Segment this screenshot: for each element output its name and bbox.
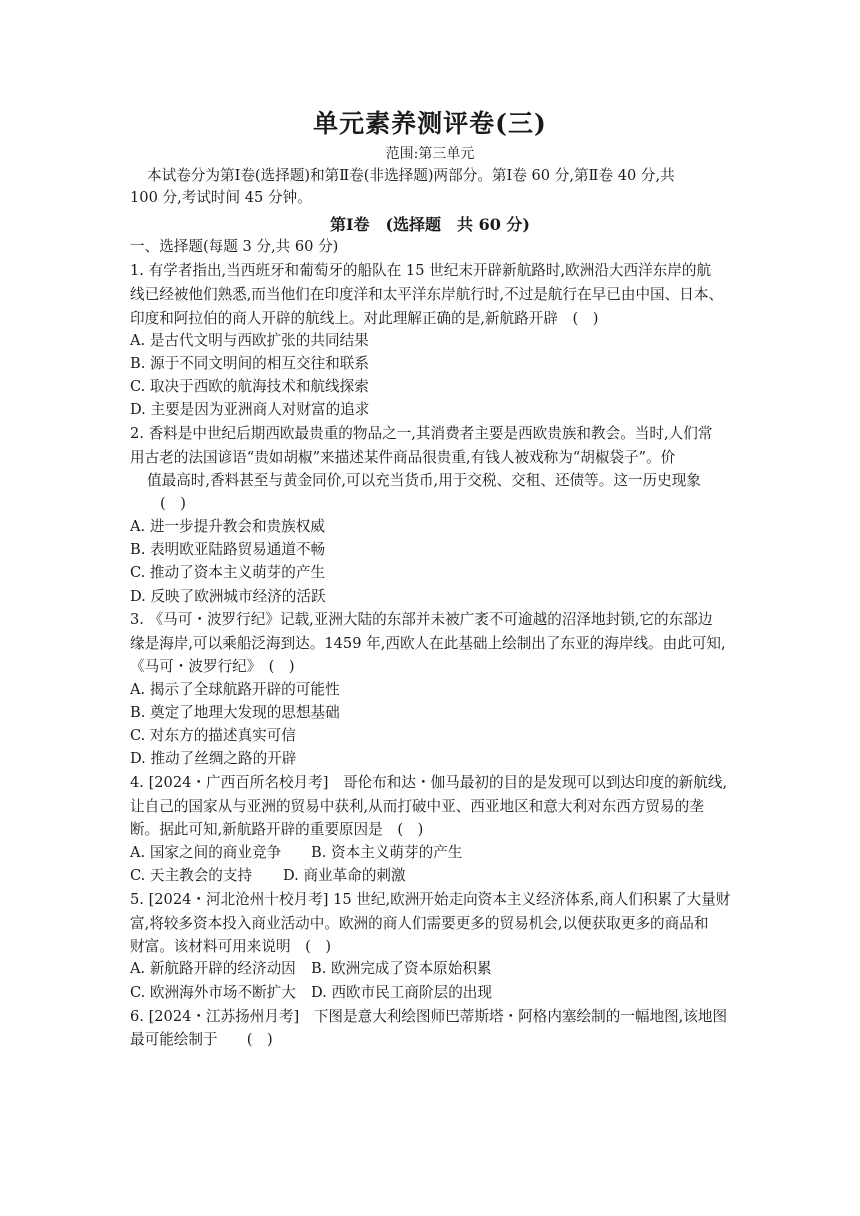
- option-c: C. 对东方的描述真实可信: [130, 727, 296, 744]
- question-line: 富,将较多资本投入商业活动中。欧洲的商人们需要更多的贸易机会,以便获取更多的商品和: [130, 915, 709, 932]
- question-line: 财富。该材料可用来说明 ( ): [130, 938, 332, 955]
- page-title: 单元素养测评卷(三): [313, 109, 547, 138]
- option-a: A. 国家之间的商业竞争: [130, 844, 282, 861]
- option-d: D. 主要是因为亚洲商人对财富的追求: [130, 401, 370, 418]
- option-a: A. 是古代文明与西欧扩张的共同结果: [130, 332, 369, 349]
- question-line: 《马可・波罗行纪》 ( ): [130, 658, 295, 675]
- question-line: 3. 《马可・波罗行纪》记载,亚洲大陆的东部并未被广袤不可逾越的沼泽地封锁,它的东部边: [130, 611, 713, 628]
- question-line: 值最高时,香料甚至与黄金同价,可以充当货币,用于交税、交租、还债等。这一历史现象: [147, 472, 701, 489]
- intro-line: 本试卷分为第Ⅰ卷(选择题)和第Ⅱ卷(非选择题)两部分。第Ⅰ卷 60 分,第Ⅱ卷 40 分,共: [147, 167, 675, 184]
- option-b: B. 欧洲完成了资本原始积累: [311, 960, 492, 977]
- question-line: 2. 香料是中世纪后期西欧最贵重的物品之一,其消费者主要是西欧贵族和教会。当时,人们常: [130, 425, 713, 442]
- question-line: 6. [2024・江苏扬州月考] 下图是意大利绘图师巴蒂斯塔・阿格内塞绘制的一幅地图,该地图: [130, 1008, 728, 1025]
- answer-bracket: ( ): [160, 495, 186, 512]
- question-line: 最可能绘制于 ( ): [130, 1031, 273, 1048]
- option-b: B. 表明欧亚陆路贸易通道不畅: [130, 541, 326, 558]
- option-b: B. 资本主义萌芽的产生: [311, 844, 463, 861]
- part-heading: 一、选择题(每题 3 分,共 60 分): [130, 238, 339, 255]
- option-a: A. 新航路开辟的经济动因: [130, 960, 296, 977]
- question-line: 4. [2024・广西百所名校月考] 哥伦布和达・伽马最初的目的是发现可以到达印度的新航线,: [130, 774, 728, 791]
- option-d: D. 商业革命的刺激: [283, 867, 406, 884]
- question-line: 5. [2024・河北沧州十校月考] 15 世纪,欧洲开始走向资本主义经济体系,商人们积累了大量财: [130, 891, 731, 908]
- option-c: C. 推动了资本主义萌芽的产生: [130, 564, 326, 581]
- intro-line: 100 分,考试时间 45 分钟。: [130, 189, 312, 206]
- question-line: 缘是海岸,可以乘船泛海到达。1459 年,西欧人在此基础上绘制出了东亚的海岸线。由此可知,: [130, 635, 726, 652]
- question-line: 断。据此可知,新航路开辟的重要原因是 ( ): [130, 821, 424, 838]
- option-d: D. 西欧市民工商阶层的出现: [311, 984, 492, 1001]
- option-b: B. 奠定了地理大发现的思想基础: [130, 704, 340, 721]
- option-a: A. 揭示了全球航路开辟的可能性: [130, 681, 340, 698]
- section-title: 第Ⅰ卷 (选择题 共 60 分): [329, 215, 531, 234]
- scope-subtitle: 范围:第三单元: [385, 146, 475, 162]
- option-a: A. 进一步提升教会和贵族权威: [130, 518, 325, 535]
- option-c: C. 欧洲海外市场不断扩大: [130, 984, 296, 1001]
- question-line: 线已经被他们熟悉,而当他们在印度洋和太平洋东岸航行时,不过是航行在早已由中国、日本、: [130, 286, 724, 303]
- option-d: D. 反映了欧洲城市经济的活跃: [130, 588, 326, 605]
- option-c: C. 取决于西欧的航海技术和航线探索: [130, 378, 369, 395]
- question-line: 让自己的国家从与亚洲的贸易中获利,从而打破中亚、西亚地区和意大利对东西方贸易的垄: [130, 798, 704, 815]
- question-line: 1. 有学者指出,当西班牙和葡萄牙的船队在 15 世纪末开辟新航路时,欧洲沿大西洋东岸的航: [130, 262, 712, 279]
- question-line: 用古老的法国谚语“贵如胡椒”来描述某件商品很贵重,有钱人被戏称为“胡椒袋子”。价: [130, 449, 676, 466]
- question-line: 印度和阿拉伯的商人开辟的航线上。对此理解正确的是,新航路开辟 ( ): [130, 310, 599, 327]
- option-c: C. 天主教会的支持: [130, 867, 253, 884]
- option-d: D. 推动了丝绸之路的开辟: [130, 750, 297, 767]
- option-b: B. 源于不同文明间的相互交往和联系: [130, 355, 369, 372]
